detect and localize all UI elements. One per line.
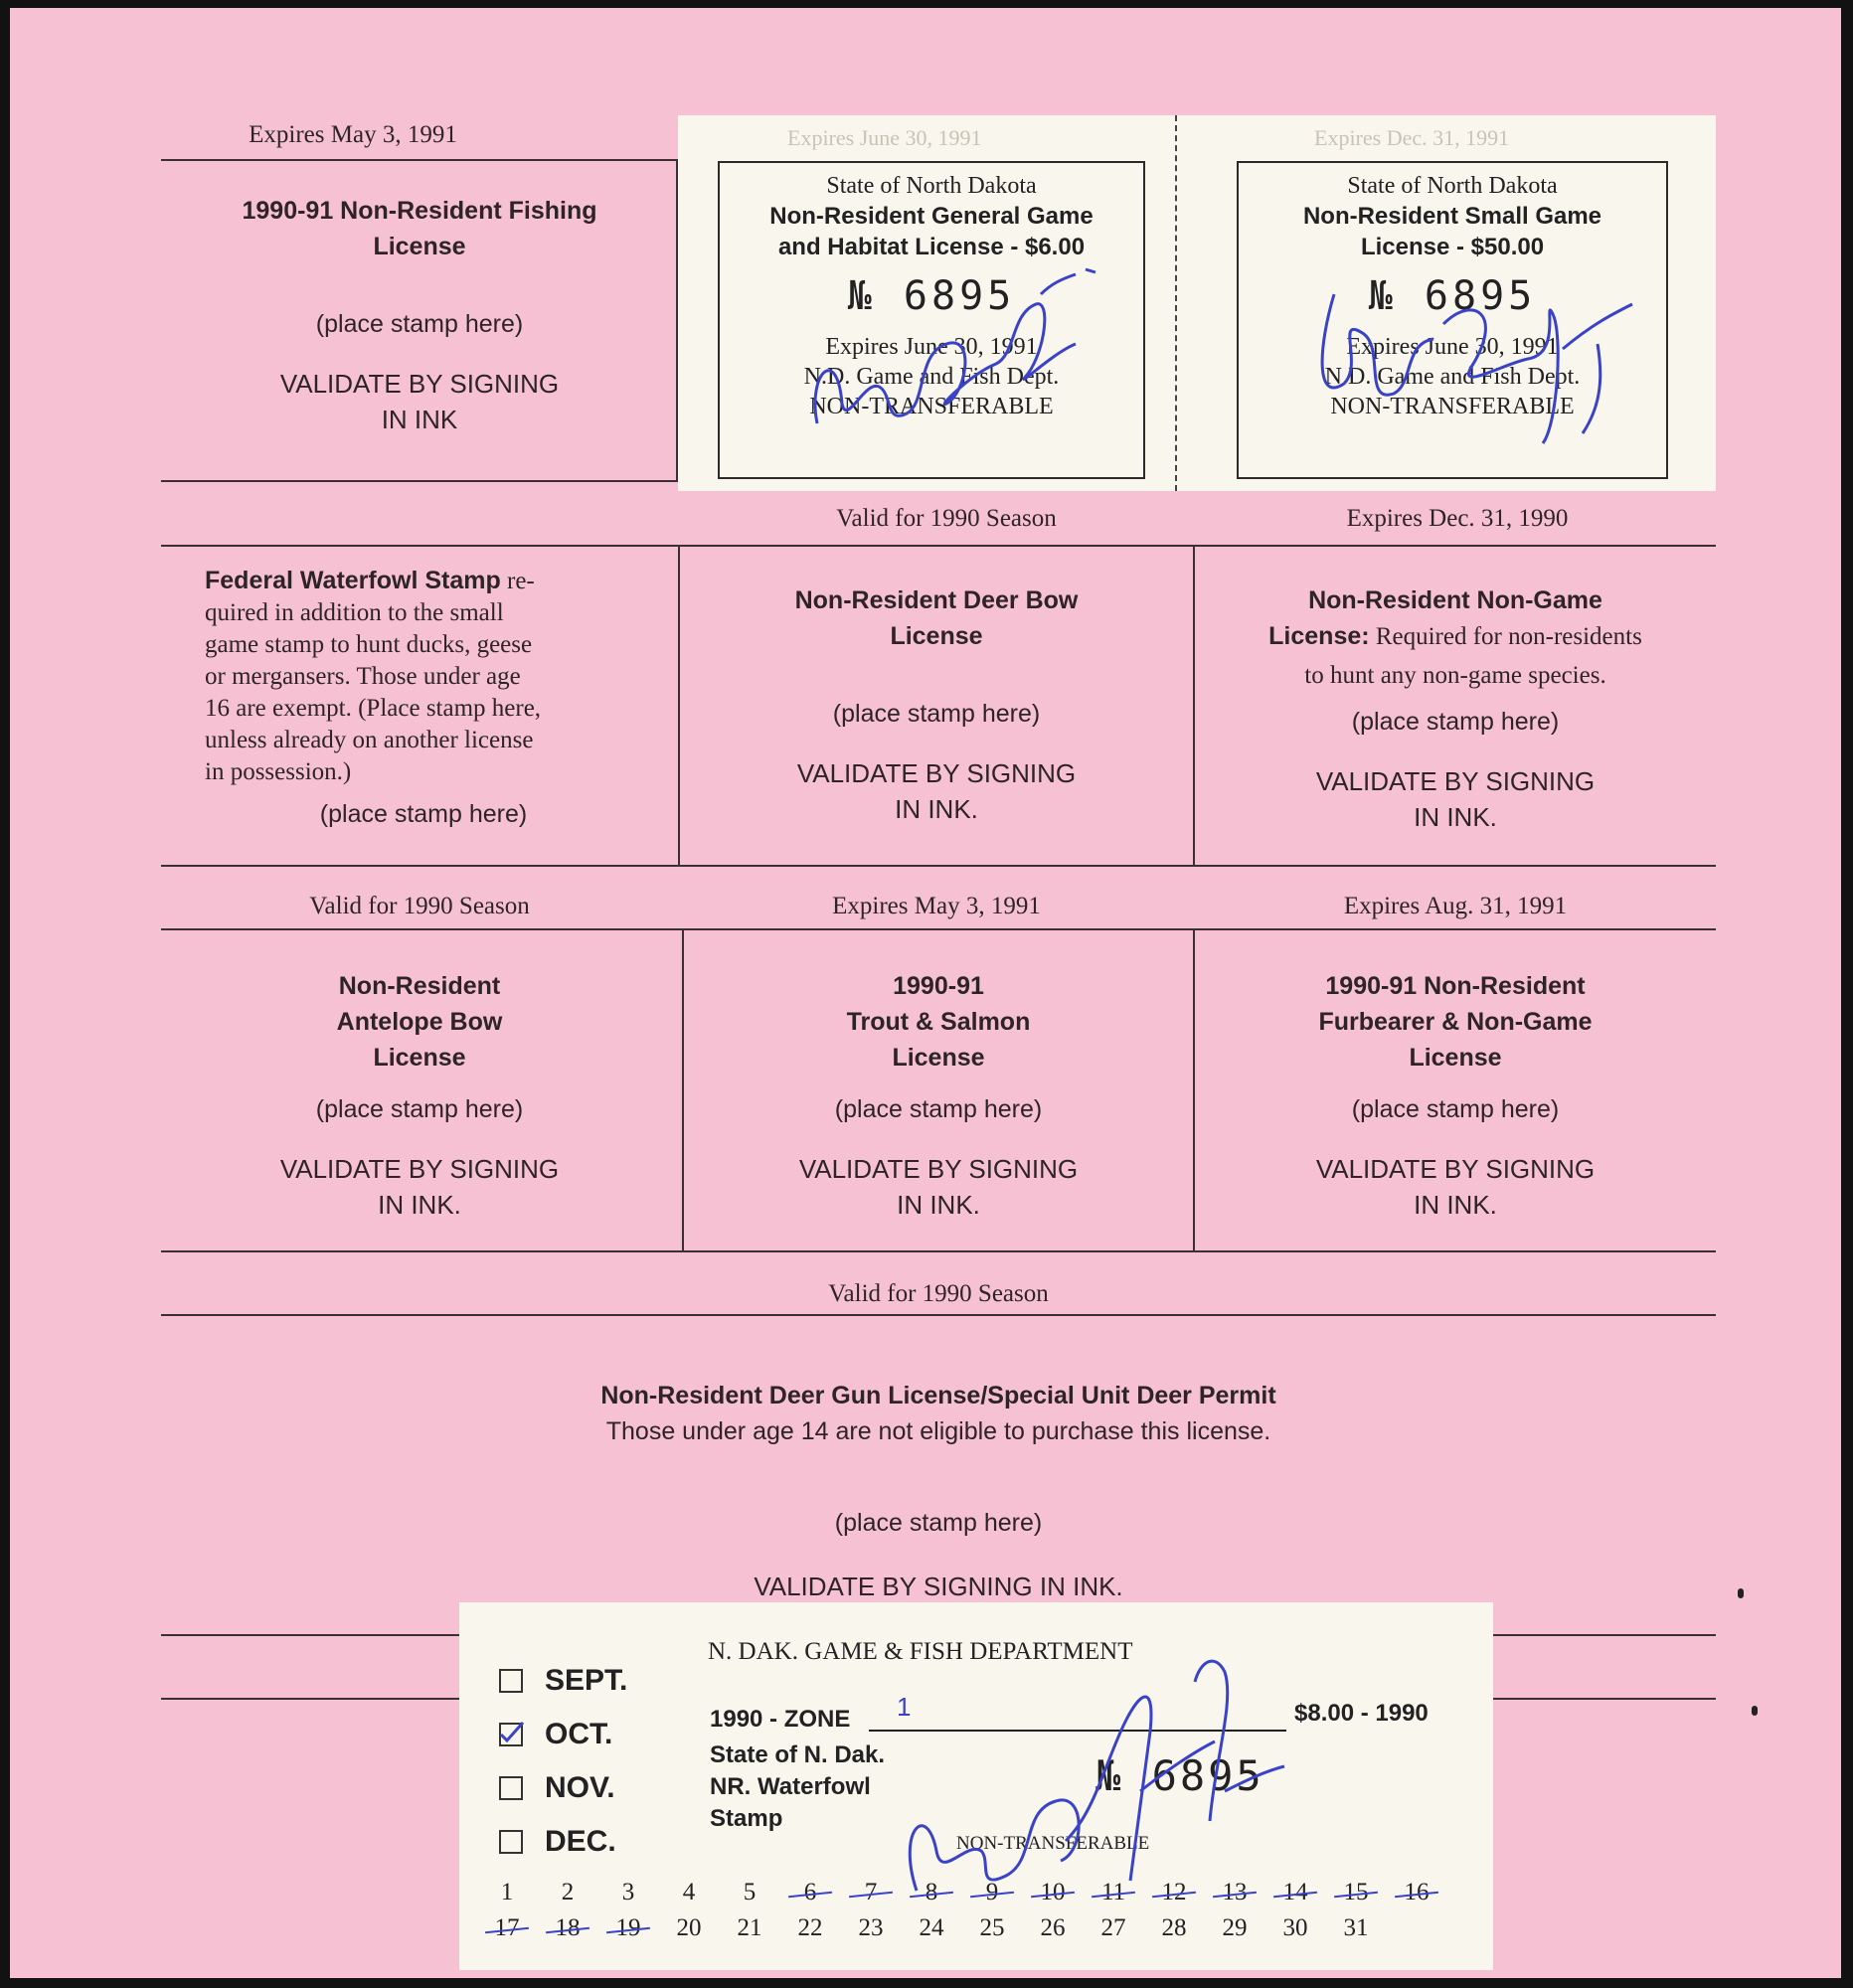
furbearer-cell: [1195, 968, 1716, 1223]
divider: [161, 865, 1716, 867]
non-game-title: Non-Resident Non-Game: [1308, 586, 1602, 614]
deer-gun-note: Those under age 14 are not eligible to purchase this license.: [605, 1417, 1271, 1445]
day-number-crossed: 10: [1023, 1879, 1083, 1906]
deer-gun-valid-caption: Valid for 1990 Season: [828, 1280, 1049, 1307]
day-number: 30: [1282, 1914, 1308, 1941]
day-number-crossed: 15: [1326, 1879, 1386, 1906]
non-game-expires-caption: Expires Dec. 31, 1990: [1346, 505, 1569, 532]
place-stamp-text: (place stamp here): [315, 310, 524, 338]
day-number: 28: [1161, 1914, 1187, 1941]
checkbox-checked[interactable]: [499, 1723, 523, 1746]
fishing-license-cell: [161, 193, 678, 437]
day-number-crossed: 19: [598, 1914, 658, 1942]
day-number: 5: [743, 1879, 757, 1905]
trout-expires-caption: Expires May 3, 1991: [832, 893, 1041, 919]
day-number: 31: [1343, 1914, 1369, 1941]
day-number-crossed: 12: [1144, 1879, 1204, 1906]
day-number-crossed: 11: [1084, 1879, 1143, 1906]
signature-scribble: [897, 1642, 1294, 1901]
edge-mark: [1738, 1588, 1744, 1598]
day-number: 23: [858, 1914, 884, 1941]
perforation: [1175, 115, 1177, 491]
stamp-pair: [678, 115, 1716, 491]
day-number-crossed: 17: [477, 1914, 537, 1942]
stamp-number: № 6895: [1095, 1751, 1264, 1800]
day-number: 4: [682, 1879, 696, 1905]
day-number: 22: [797, 1914, 823, 1941]
deer-bow-title: Non-Resident Deer Bow License: [794, 586, 1079, 650]
antelope-bow-cell: [161, 968, 678, 1223]
validate-text: VALIDATE BY SIGNING IN INK: [279, 369, 560, 434]
stamp-number: № 6895: [1368, 273, 1537, 319]
validate-text: VALIDATE BY SIGNING IN INK.: [1315, 766, 1596, 832]
nr-waterfowl-stamp: [459, 1602, 1493, 1970]
day-number: 1: [500, 1879, 514, 1905]
stamp-number: № 6895: [847, 273, 1016, 319]
day-number: 25: [979, 1914, 1005, 1941]
furbearer-title: 1990-91 Non-Resident Furbearer & Non-Game License: [1318, 972, 1593, 1072]
general-game-stamp: State of North Dakota Non-Resident General Game and Habitat License - $6.00 № 6895 Expires June 30, 1991 N.D. Game and Fish Dept. NON-TRANSFERABLE: [718, 161, 1145, 479]
fishing-expires-caption: Expires May 3, 1991: [249, 121, 457, 148]
checkbox[interactable]: [499, 1776, 523, 1800]
deer-gun-cell: [161, 1378, 1716, 1604]
divider: [161, 1250, 1716, 1252]
validate-text: VALIDATE BY SIGNING IN INK.: [1315, 1154, 1596, 1220]
day-number-crossed: 9: [962, 1879, 1022, 1906]
day-number-crossed: 13: [1205, 1879, 1264, 1906]
validate-text: VALIDATE BY SIGNING IN INK.: [754, 1572, 1123, 1601]
month-checkbox-oct[interactable]: OCT.: [499, 1718, 612, 1751]
place-stamp-text: (place stamp here): [832, 700, 1041, 728]
place-stamp-text: (place stamp here): [319, 800, 528, 828]
place-stamp-text: (place stamp here): [834, 1509, 1043, 1537]
place-stamp-text: (place stamp here): [315, 1095, 524, 1123]
stamp-department: N. DAK. GAME & FISH DEPARTMENT: [708, 1638, 1133, 1665]
signature-scribble: [1304, 254, 1662, 453]
divider: [161, 545, 1716, 547]
zone-label: 1990 - ZONE: [710, 1706, 851, 1733]
deer-bow-valid-caption: Valid for 1990 Season: [836, 505, 1057, 532]
day-number: 26: [1040, 1914, 1066, 1941]
place-stamp-text: (place stamp here): [1351, 708, 1560, 736]
stamp-price: $8.00 - 1990: [1294, 1700, 1429, 1727]
trout-salmon-cell: [684, 968, 1193, 1223]
federal-waterfowl-title: Federal Waterfowl Stamp: [205, 567, 501, 594]
divider: [161, 1314, 1716, 1316]
license-sheet: [10, 8, 1841, 1978]
day-number: 2: [561, 1879, 575, 1905]
divider: [161, 928, 1716, 930]
validate-text: VALIDATE BY SIGNING IN INK.: [796, 758, 1077, 824]
place-stamp-text: (place stamp here): [1351, 1095, 1560, 1123]
fishing-license-title: 1990-91 Non-Resident Fishing License: [242, 197, 597, 260]
month-checkbox-sept[interactable]: SEPT.: [499, 1664, 627, 1698]
validate-text: VALIDATE BY SIGNING IN INK.: [798, 1154, 1079, 1220]
trout-salmon-title: 1990-91 Trout & Salmon License: [846, 972, 1031, 1072]
stamp-title: State of N. Dak. NR. Waterfowl Stamp: [710, 1741, 886, 1832]
month-checkbox-dec[interactable]: DEC.: [499, 1825, 616, 1859]
day-number-crossed: 18: [538, 1914, 597, 1942]
zone-value: 1: [897, 1692, 912, 1722]
validate-text: VALIDATE BY SIGNING IN INK.: [279, 1154, 560, 1220]
divider: [161, 159, 688, 161]
day-number-crossed: 16: [1387, 1879, 1446, 1906]
day-number-crossed: 8: [902, 1879, 961, 1906]
signature-scribble: [797, 254, 1135, 433]
checkbox[interactable]: [499, 1830, 523, 1854]
day-number: 27: [1100, 1914, 1126, 1941]
day-number: 24: [919, 1914, 944, 1941]
month-checkbox-nov[interactable]: NOV.: [499, 1771, 615, 1805]
show-through-text: Expires June 30, 1991: [787, 125, 982, 150]
non-transferable-text: NON-TRANSFERABLE: [956, 1833, 1150, 1854]
day-number: 21: [737, 1914, 762, 1941]
antelope-valid-caption: Valid for 1990 Season: [309, 893, 530, 919]
place-stamp-text: (place stamp here): [834, 1095, 1043, 1123]
deer-bow-cell: [680, 582, 1193, 827]
non-game-cell: Non-Resident Non-Game License: Required for non-residents to hunt any non-game species. (place stamp here) VALIDATE BY SIGNING IN INK.: [1195, 582, 1716, 835]
deer-gun-title: Non-Resident Deer Gun License/Special Unit Deer Permit: [600, 1382, 1276, 1409]
day-number-crossed: 14: [1265, 1879, 1325, 1906]
day-number-crossed: 6: [780, 1879, 840, 1906]
day-number: 3: [621, 1879, 635, 1905]
day-number: 29: [1222, 1914, 1248, 1941]
show-through-text: Expires Dec. 31, 1991: [1314, 125, 1510, 150]
check-mark-icon: [497, 1719, 525, 1744]
checkbox[interactable]: [499, 1669, 523, 1693]
edge-mark: [1752, 1706, 1758, 1716]
antelope-bow-title: Non-Resident Antelope Bow License: [336, 972, 503, 1072]
day-number: 20: [676, 1914, 702, 1941]
divider: [161, 480, 688, 482]
federal-waterfowl-cell: Federal Waterfowl Stamp re- quired in addition to the small game stamp to hunt ducks, geese or mergansers. Those under age 16 are exempt. (Place stamp here, unless already on another license in possession.) (place stamp here): [205, 565, 642, 832]
day-number-crossed: 7: [841, 1879, 901, 1906]
small-game-stamp: State of North Dakota Non-Resident Small Game License - $50.00 № 6895 Expires June 30, 1991 N.D. Game and Fish Dept. NON-TRANSFERABLE: [1237, 161, 1668, 479]
furbearer-expires-caption: Expires Aug. 31, 1991: [1343, 893, 1568, 919]
